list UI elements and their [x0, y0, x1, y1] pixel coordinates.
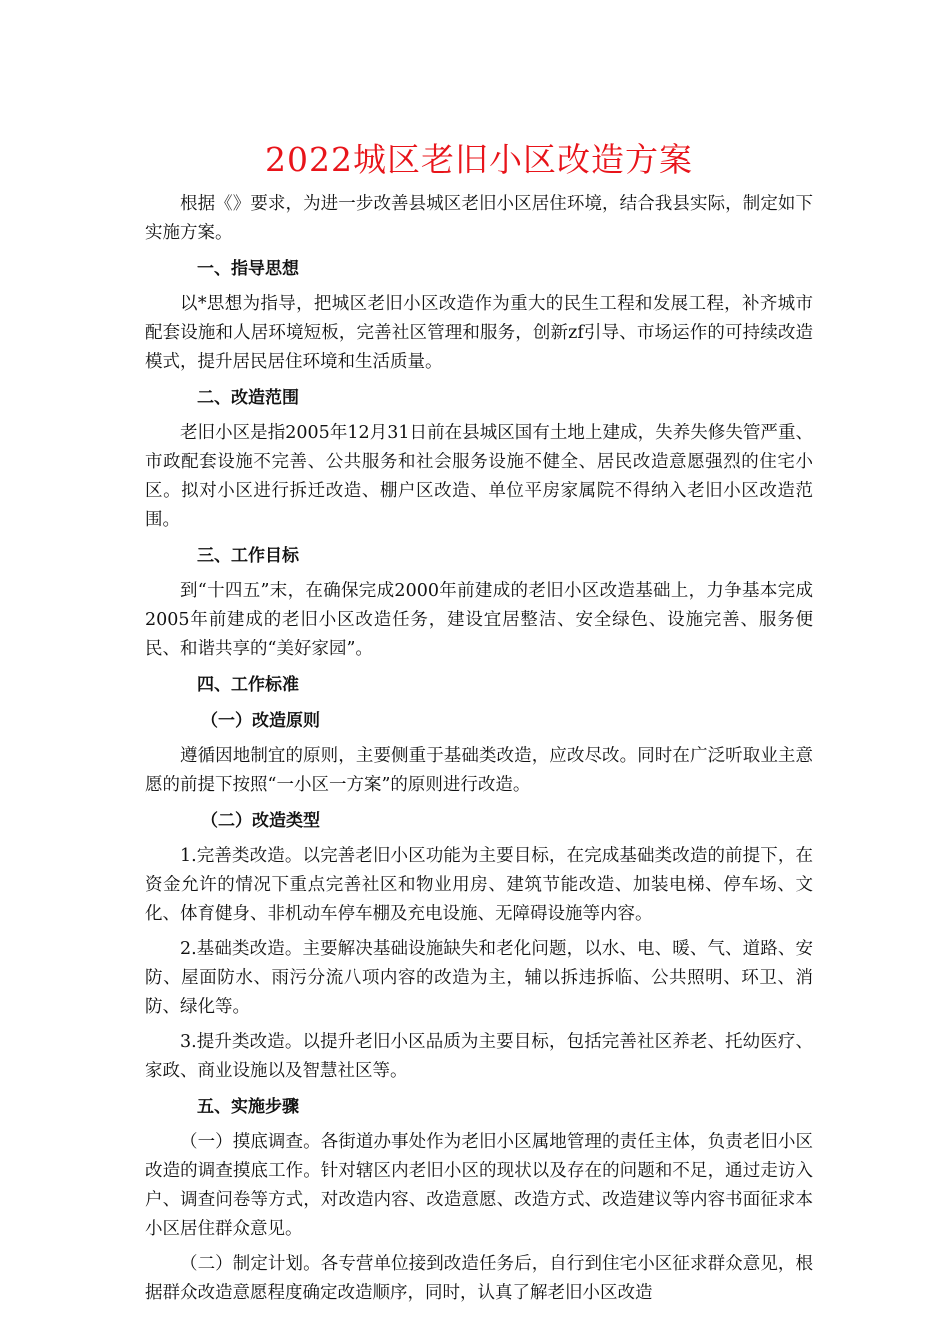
section-heading-guiding-ideology: 一、指导思想 — [197, 259, 299, 279]
subheading-principles: （一）改造原则 — [201, 711, 320, 731]
section-1-paragraph: 以*思想为指导，把城区老旧小区改造作为重大的民生工程和发展工程，补齐城市配套设施和人居环境短板，完善社区管理和服务，创新zf引导、市场运作的可持续改造模式，提升居民居住环境和生活质量。 — [145, 294, 813, 372]
steps-paragraph-1: （一）摸底调查。各街道办事处作为老旧小区属地管理的责任主体，负责老旧小区改造的调查摸底工作。针对辖区内老旧小区的现状以及存在的问题和不足，通过走访入户、调查问卷等方式，对改造内容、改造意愿、改造方式、改造建议等内容书面征求本小区居住群众意见。 — [145, 1132, 813, 1239]
section-heading-steps: 五、实施步骤 — [197, 1097, 299, 1117]
section-heading-goals: 三、工作目标 — [197, 546, 299, 566]
types-paragraph-2: 2.基础类改造。主要解决基础设施缺失和老化问题，以水、电、暖、气、道路、安防、屋面防水、雨污分流八项内容的改造为主，辅以拆违拆临、公共照明、环卫、消防、绿化等。 — [145, 939, 813, 1017]
principles-paragraph: 遵循因地制宜的原则，主要侧重于基础类改造，应改尽改。同时在广泛听取业主意愿的前提下按照“一小区一方案”的原则进行改造。 — [145, 746, 813, 795]
types-paragraph-3: 3.提升类改造。以提升老旧小区品质为主要目标，包括完善社区养老、托幼医疗、家政、商业设施以及智慧社区等。 — [145, 1032, 813, 1081]
document-page — [145, 138, 813, 1314]
section-2-paragraph: 老旧小区是指2005年12月31日前在县城区国有土地上建成，失养失修失管严重、市政配套设施不完善、公共服务和社会服务设施不健全、居民改造意愿强烈的住宅小区。拟对小区进行拆迁改造、棚户区改造、单位平房家属院不得纳入老旧小区改造范围。 — [145, 423, 813, 530]
types-paragraph-1: 1.完善类改造。以完善老旧小区功能为主要目标，在完成基础类改造的前提下，在资金允许的情况下重点完善社区和物业用房、建筑节能改造、加装电梯、停车场、文化、体育健身、非机动车停车棚及充电设施、无障碍设施等内容。 — [145, 846, 813, 924]
section-heading-scope: 二、改造范围 — [197, 388, 299, 408]
steps-paragraph-2: （二）制定计划。各专营单位接到改造任务后，自行到住宅小区征求群众意见，根据群众改造意愿程度确定改造顺序，同时，认真了解老旧小区改造 — [145, 1254, 813, 1303]
intro-paragraph: 根据《》要求，为进一步改善县城区老旧小区居住环境，结合我县实际，制定如下实施方案。 — [145, 194, 813, 243]
section-3-paragraph: 到“十四五”末，在确保完成2000年前建成的老旧小区改造基础上，力争基本完成2005年前建成的老旧小区改造任务，建设宜居整洁、安全绿色、设施完善、服务便民、和谐共享的“美好家园”。 — [145, 581, 813, 659]
subheading-types: （二）改造类型 — [201, 811, 320, 831]
document-title: 2022城区老旧小区改造方案 — [265, 140, 693, 179]
section-heading-standards: 四、工作标准 — [197, 675, 299, 695]
